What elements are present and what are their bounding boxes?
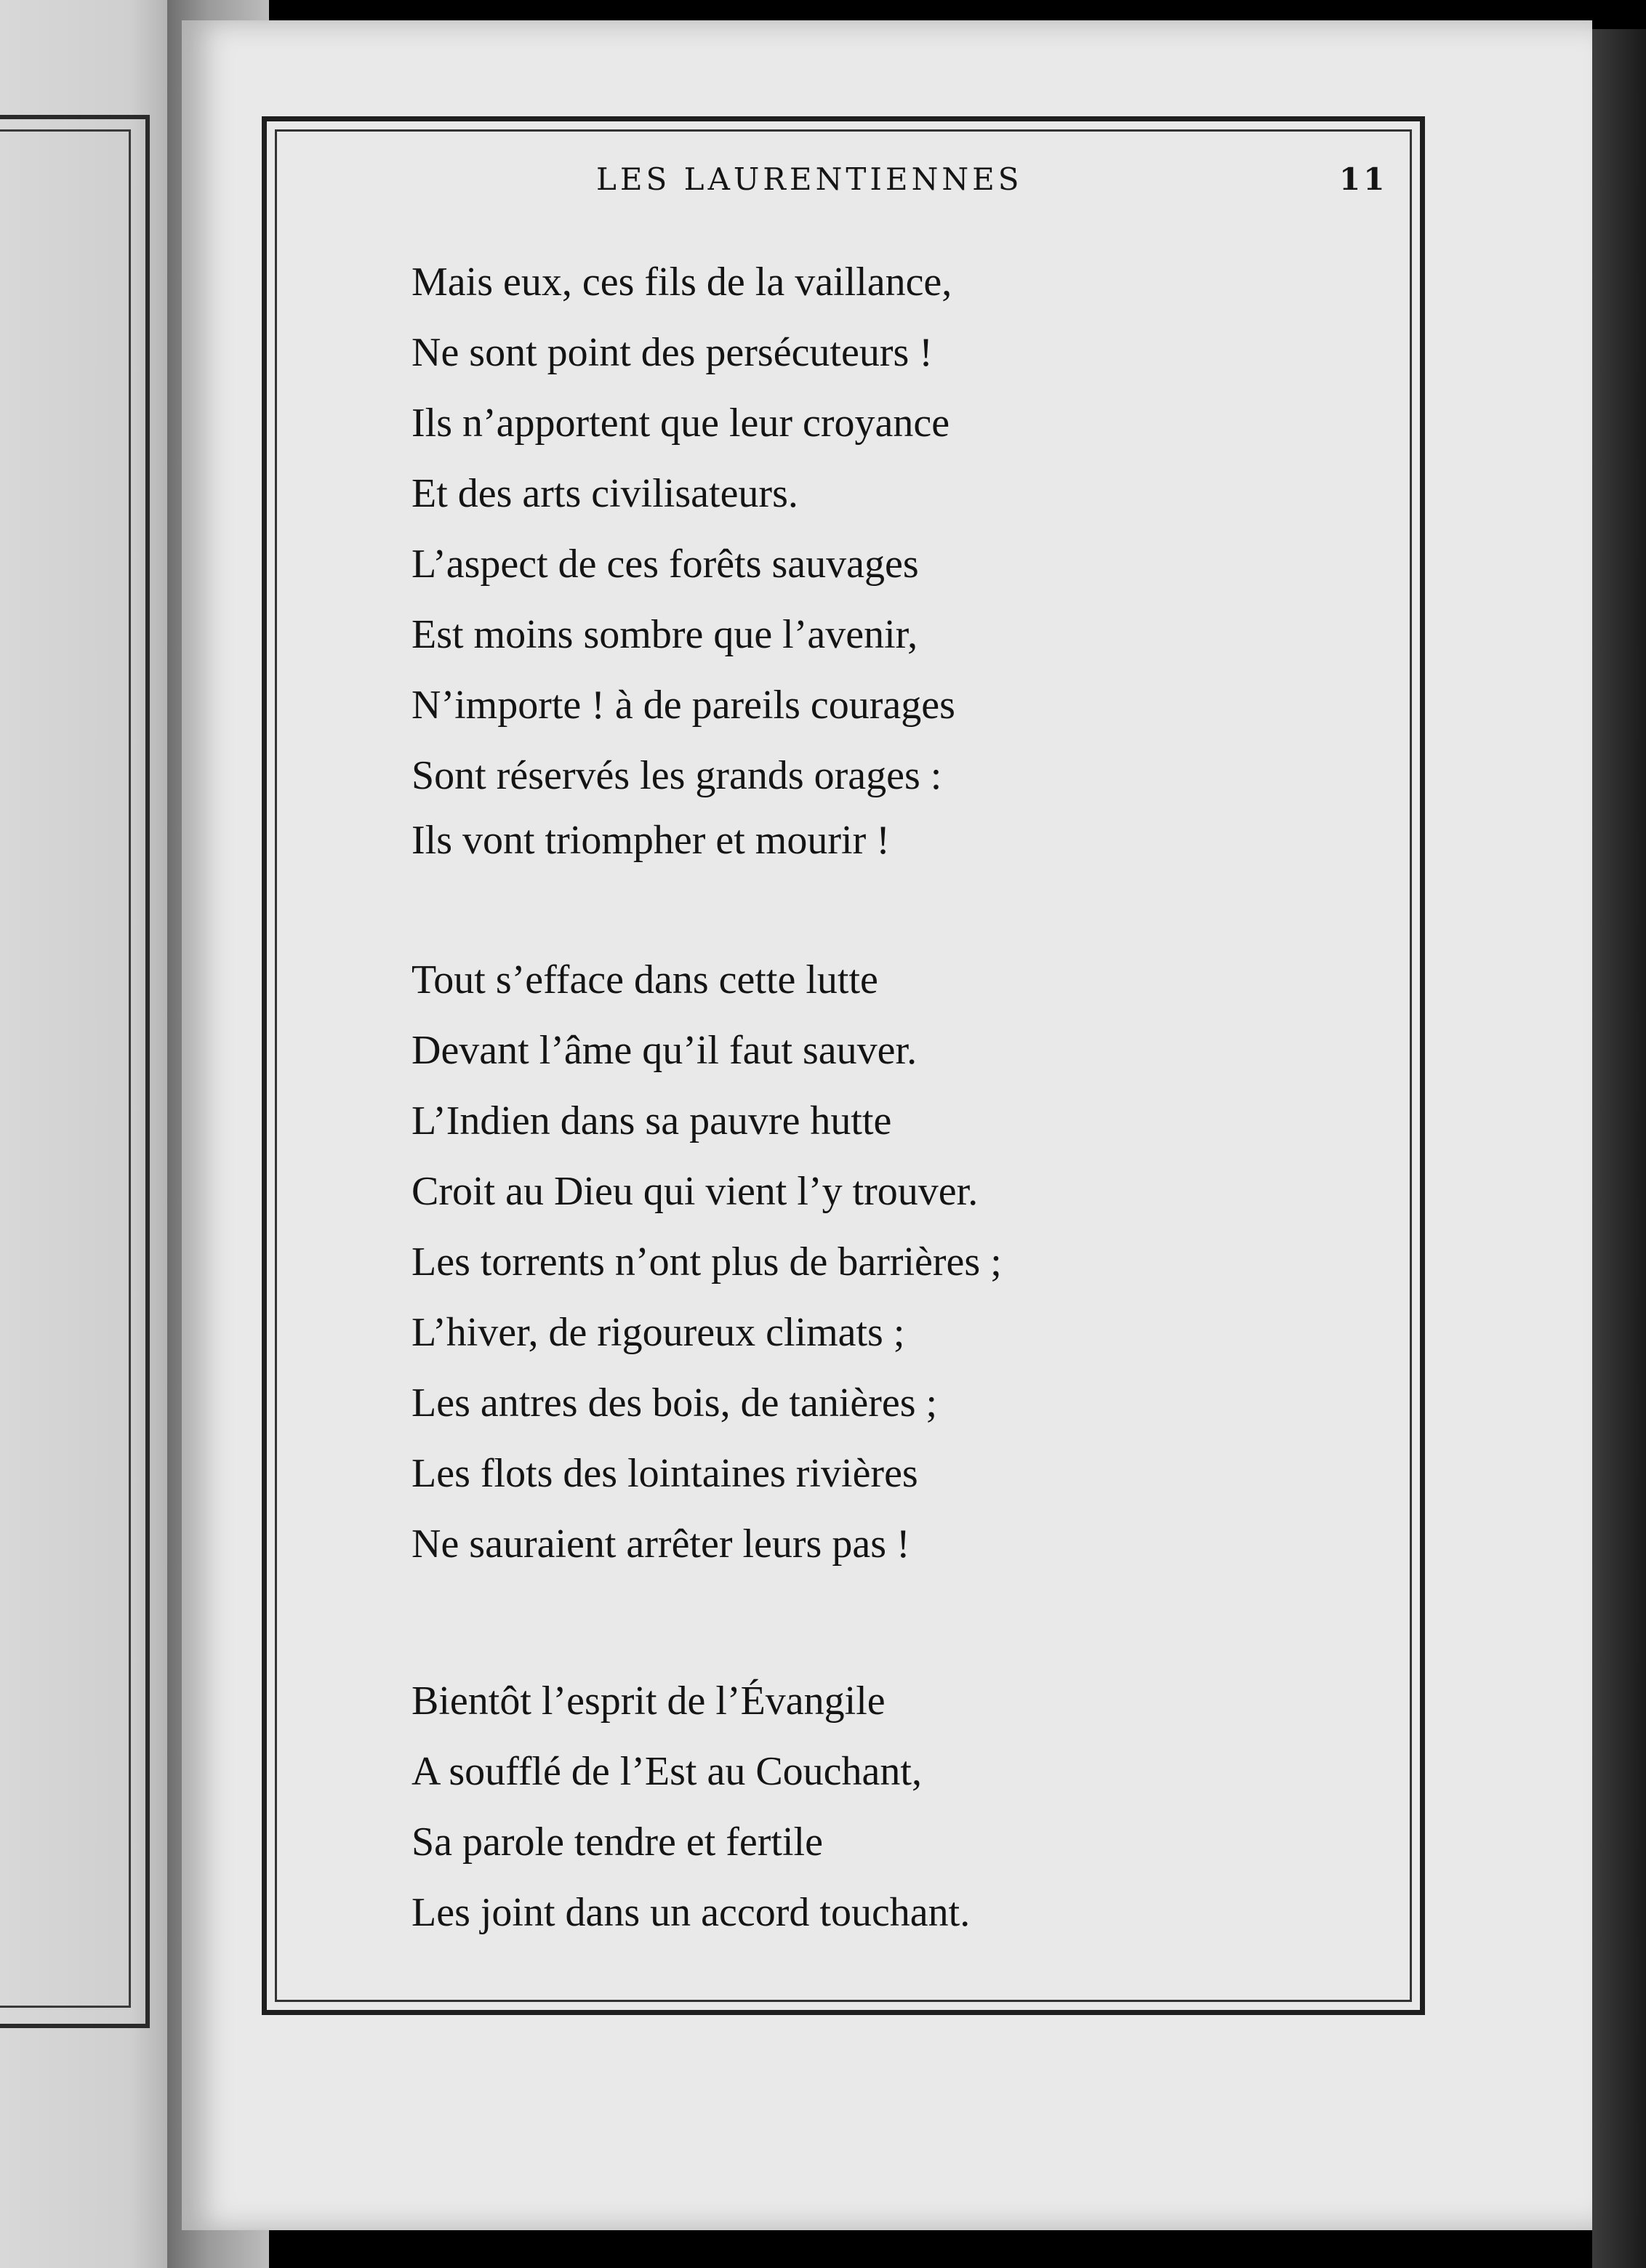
stanza-2 xyxy=(411,945,1002,1580)
page-number: 11 xyxy=(1339,161,1388,197)
verse-line: Est moins sombre que l’avenir, xyxy=(411,612,918,657)
verse-line: Bientôt l’esprit de l’Évangile xyxy=(411,1678,886,1724)
verse-line: Croit au Dieu qui vient l’y trouver. xyxy=(411,1169,979,1214)
verse-line: A soufflé de l’Est au Couchant, xyxy=(411,1749,922,1794)
verse-line: Tout s’efface dans cette lutte xyxy=(411,957,878,1002)
verse-line: Ne sont point des persécuteurs ! xyxy=(411,330,933,375)
stanza-3 xyxy=(411,1666,970,1948)
verse-line: Devant l’âme qu’il faut sauver. xyxy=(411,1028,918,1073)
verse-line: Sa parole tendre et fertile xyxy=(411,1819,823,1865)
verse-line: Ils vont triompher et mourir ! xyxy=(411,818,890,863)
page-edge xyxy=(1592,29,1646,2268)
verse-line: Les flots des lointaines rivières xyxy=(411,1451,918,1496)
verse-line: Les joint dans un accord touchant. xyxy=(411,1890,971,1935)
verse-line: Et des arts civilisateurs. xyxy=(411,471,798,516)
previous-page-inner-frame xyxy=(0,129,131,2008)
verse-line: Les torrents n’ont plus de barrières ; xyxy=(411,1239,1002,1284)
verse-line: N’importe ! à de pareils courages xyxy=(411,683,955,728)
verse-line: Les antres des bois, de tanières ; xyxy=(411,1380,938,1425)
verse-line: Mais eux, ces fils de la vaillance, xyxy=(411,260,952,305)
verse-line: Ne sauraient arrêter leurs pas ! xyxy=(411,1521,910,1567)
verse-line: Sont réservés les grands orages : xyxy=(411,753,942,798)
verse-line: Ils n’apportent que leur croyance xyxy=(411,401,950,446)
verse-line: L’hiver, de rigoureux climats ; xyxy=(411,1310,905,1355)
stanza-1 xyxy=(411,247,955,869)
running-head: LES LAURENTIENNES xyxy=(596,161,1023,197)
verse-line: L’Indien dans sa pauvre hutte xyxy=(411,1098,892,1143)
verse-line: L’aspect de ces forêts sauvages xyxy=(411,542,919,587)
